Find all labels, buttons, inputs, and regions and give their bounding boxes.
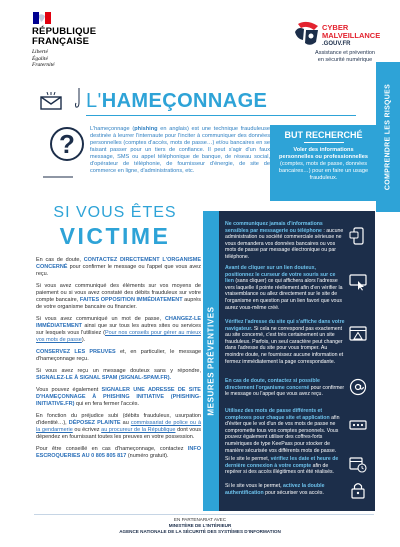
page-title: L'HAMEÇONNAGE (86, 90, 268, 112)
link-pointer-icon (349, 273, 367, 291)
measure-no-sensitive-info: Ne communiquez jamais d'informations sensibles par messagerie ou téléphone : aucune administration ou société commerciale sérieuse ne vous demandera vos données bancaires ou vos mots de passe par message électronique ou par téléphone. (225, 221, 344, 260)
procureur-link[interactable]: au procureur de la République (101, 427, 176, 433)
password-field-icon (349, 416, 367, 434)
cybermalveillance-logo-icon (292, 20, 322, 48)
footer-anssi: AGENCE NATIONALE DE LA SÉCURITÉ DES SYSTÈMES D'INFORMATION (119, 528, 281, 534)
victim-heading-line1: SI VOUS ÊTES (53, 204, 177, 221)
phone-message-icon (349, 227, 367, 245)
title-divider (86, 115, 356, 116)
mesures-preventives-panel (203, 211, 375, 511)
question-mark-underline-icon (43, 172, 73, 182)
victim-advice-column (36, 257, 201, 465)
but-recherche-text: Voler des informations personnelles ou professionnelles (comptes, mots de passe, données bancaires…) pour en faire un usage frauduleux. (278, 147, 369, 181)
footer (0, 517, 400, 534)
but-recherche-title: BUT RECHERCHÉ (284, 130, 363, 140)
browser-warning-icon (349, 325, 367, 343)
measure-check-address: Vérifiez l'adresse du site qui s'affiche dans votre navigateur. Si cela ne correspond pas exactement au site concerné, c'est très certainement un site frauduleux. Parfois, un seul caractère peut changer dans l'adresse du site pour vous tromper. Au moindre doute, ne fournissez aucune information et fermez immédiatement la page correspondante. (225, 319, 345, 365)
advice-signal-spam: Si vous avez reçu un message douteux sans y répondre, SIGNALEZ-LE À SIGNAL SPAM (SIGNAL-SPAM.FR). (36, 368, 201, 381)
intro-paragraph: L'hameçonnage (phishing en anglais) est une technique frauduleuse destinée à leurrer l'internaute pour l'inciter à communiquer des données personnelles (comptes d'accès, mots de passe…) et/ou bancaires en se faisant passer pour un tiers de confiance. Il peut s'agir d'un faux message, SMS ou appel téléphonique de banque, de réseau social, d'opérateur de téléphonie, de fournisseur d'énergie, de site de commerce en ligne, d'administrations, etc. (90, 126, 270, 174)
question-mark-icon: ? (50, 127, 84, 161)
password-advice-link[interactable]: Pour nos conseils pour gérer au mieux vos mots de passe (36, 330, 201, 343)
police-link[interactable]: commissariat de police ou à la gendarmerie (36, 420, 202, 433)
measure-hover-links: Avant de cliquer sur un lien douteux, positionnez le curseur de votre souris sur ce lien (sans cliquer) ce qui affichera alors l'adresse vers laquelle il pointe réellement afin d'en vérifier la vraisemblance ou allez directement sur le site de l'organisme en question par un lien favori que vous aurez vous-même créé. (225, 265, 343, 311)
republique-francaise-title: RÉPUBLIQUE FRANÇAISE (32, 26, 97, 47)
victim-heading-line2: VICTIME (59, 223, 171, 249)
footer-ministry: MINISTÈRE DE L'INTÉRIEUR (168, 522, 232, 528)
advice-info-escroqueries: Pour être conseillé en cas d'hameçonnage, contactez INFO ESCROQUERIES AU 0 805 805 817 (numéro gratuit). (36, 446, 201, 459)
box-divider (304, 142, 344, 143)
fishing-hook-icon (75, 88, 83, 110)
advice-phishing-initiative: Vous pouvez également SIGNALER UNE ADRESSE DE SITE D'HAMEÇONNAGE À PHISHING INITIATIVE (PHISHING-INITIATIVE.FR) qui en fera fermer l'accès. (36, 387, 201, 407)
marianne-logo-icon (33, 12, 51, 24)
title-section (30, 88, 370, 118)
advice-keep-evidence: CONSERVEZ LES PREUVES et, en particulier, le message d'hameçonnage reçu. (36, 349, 201, 362)
at-sign-icon (349, 378, 367, 396)
cybermalveillance-name: CYBER MALVEILLANCE .GOUV.FR (322, 23, 381, 47)
measure-complex-passwords: Utilisez des mots de passe différents et complexes pour chaque site et application afin d'éviter que le vol d'un de vos mots de passe ne compromette tous vos comptes personnels. Vous pouvez également utiliser des coffres-forts numériques de type KeePass pour stocker de manière sécurisée vos différents mots de passe. (225, 408, 340, 454)
but-recherche-box (270, 125, 377, 201)
padlock-icon (349, 481, 367, 499)
measure-last-connection: Si le site le permet, vérifiez les date et heure de dernière connexion à votre compte afin de repérer si des accès illégitimes ont été réalisés. (225, 456, 339, 476)
header (0, 0, 400, 80)
mesures-preventives-tab: MESURES PRÉVENTIVES (203, 211, 219, 511)
footer-divider (34, 514, 374, 515)
measure-contact-organism: En cas de doute, contactez si possible directement l'organisme concerné pour confirmer le message ou l'appel que vous avez reçu. (225, 378, 345, 398)
side-tab-comprendre-les-risques: COMPRENDRE LES RISQUES (376, 62, 400, 212)
republic-motto: Liberté Égalité Fraternité (32, 49, 55, 68)
calendar-clock-icon (349, 455, 367, 473)
advice-opposition: Si vous avez communiqué des éléments sur vos moyens de paiement ou si vous avez constaté des débits frauduleux sur votre compte bancaire, FAITES OPPOSITION IMMÉDIATEMENT auprès de votre organisme bancaire ou financier. (36, 283, 201, 310)
envelope-icon (40, 92, 62, 110)
measure-double-authentication: Si le site vous le permet, activez la double authentification pour sécuriser vos accès. (225, 483, 325, 496)
advice-file-complaint: En fonction du préjudice subi (débits frauduleux, usurpation d'identité…), DÉPOSEZ PLAINTE au commissariat de police ou à la gendarmerie ou écrivez au procureur de la République dont vous dépendez en fournissant toutes les preuves en votre possession. (36, 413, 202, 440)
cybermalveillance-tagline: Assistance et prévention en sécurité numérique (315, 50, 375, 63)
advice-contact: En cas de doute, CONTACTEZ DIRECTEMENT L'ORGANISME CONCERNÉ pour confirmer le message ou l'appel que vous avez reçu. (36, 257, 201, 277)
footer-partnership: EN PARTENARIAT AVEC (173, 517, 227, 522)
advice-change-password: Si vous avez communiqué un mot de passe, CHANGEZ-LE IMMÉDIATEMENT ainsi que sur tous les autres sites ou services sur lesquels vous l'utilisiez (Pour nos conseils pour gérer au mieux vos mots de passe). (36, 316, 201, 343)
